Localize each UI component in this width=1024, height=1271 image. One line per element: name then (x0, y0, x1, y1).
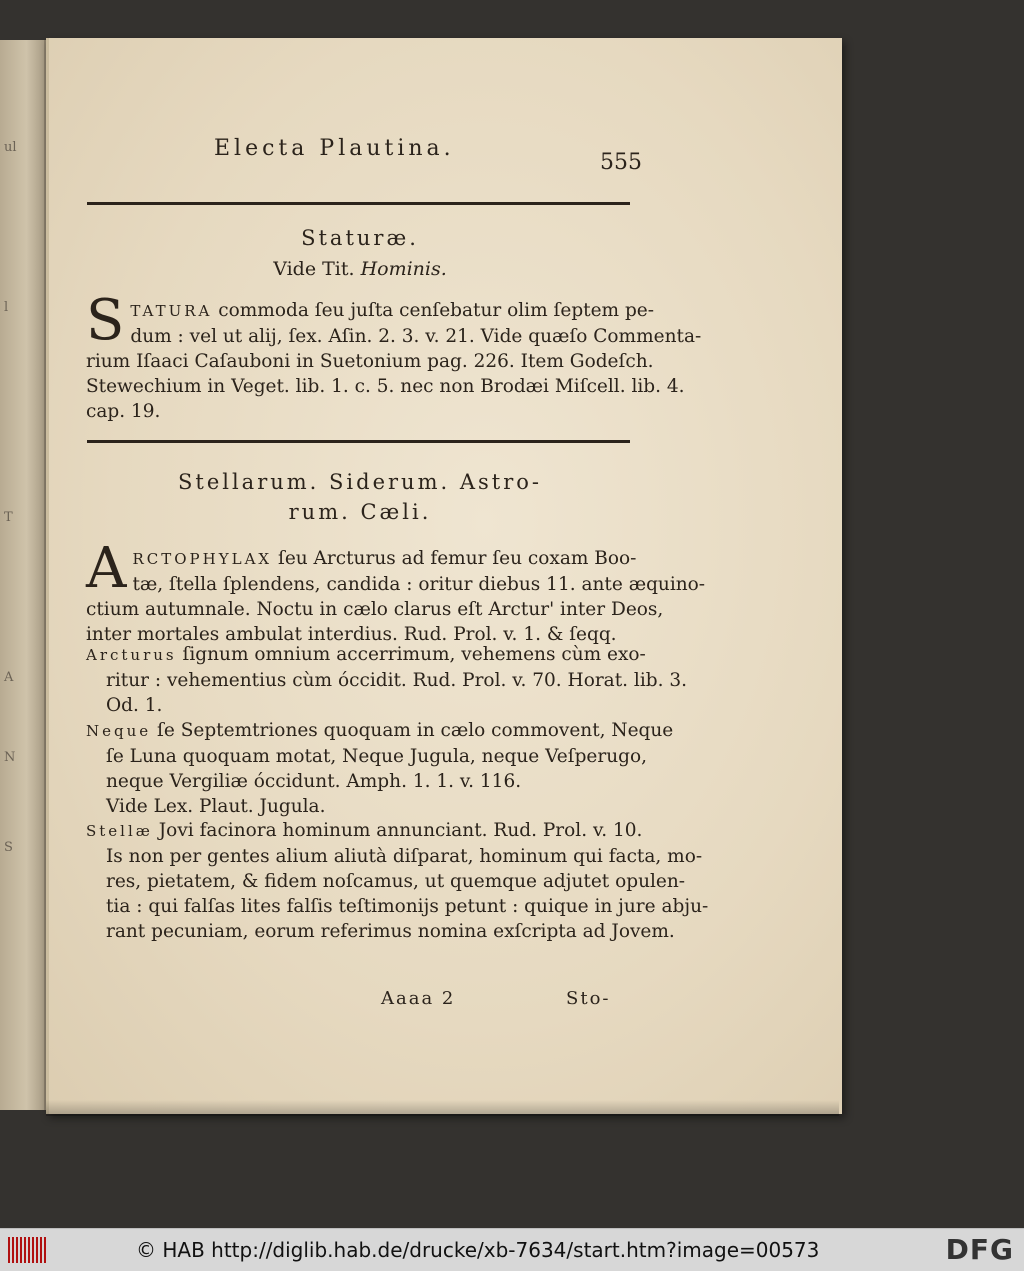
section-subheading: Vide Tit. Hominis. (273, 258, 447, 280)
section-heading-stellarum: Stellarum. Siderum. Astro- (178, 470, 542, 494)
drop-cap: S (86, 288, 125, 353)
catchword: Sto- (566, 988, 611, 1009)
subheading-reference: Hominis. (360, 258, 447, 280)
footer-bar (0, 1228, 1024, 1271)
facing-page-edge: ul l T A N S (0, 40, 46, 1110)
page-shadow (46, 1100, 839, 1116)
lead-word: Stellæ (86, 822, 153, 840)
page-number: 555 (600, 150, 642, 175)
paragraph-arctophylax: A RCTOPHYLAX ſeu Arcturus ad femur ſeu coxam Boo- tæ, ſtella ſplendens, candida : oritur diebus 11. ante æquino- ctium autumnale. Noctu in cælo clarus eſt Arctur' inter Deos, inter mortales ambulat interdius. Rud. Prol. v. 1. & ſeqq. (86, 536, 706, 645)
section-heading-staturae: Staturæ. (301, 226, 419, 250)
dfg-logo: DFG (945, 1233, 1014, 1266)
running-head: Electa Plautina. (214, 136, 455, 161)
drop-cap: A (86, 536, 127, 601)
copyright-link[interactable]: © HAB http://diglib.hab.de/drucke/xb-7634/start.htm?image=00573 (136, 1238, 820, 1262)
section-heading-stellarum-cont: rum. Cæli. (288, 500, 432, 524)
paragraph-arcturus: Arcturus ſignum omnium accerrimum, vehemens cùm exo- ritur : vehementius cùm óccidit. Rud. Prol. v. 70. Horat. lib. 3. Od. 1. (86, 644, 687, 716)
lead-word: Arcturus (86, 646, 177, 664)
section-divider (87, 440, 630, 443)
header-rule (87, 202, 630, 205)
signature-mark: Aaaa 2 (381, 988, 456, 1009)
lead-word: RCTOPHYLAX (132, 550, 273, 568)
hab-logo-icon (8, 1237, 46, 1263)
lead-word: Neque (86, 722, 152, 740)
paragraph-stellae: Stellæ Jovi facinora hominum annunciant. Rud. Prol. v. 10. Is non per gentes alium aliutà diſparat, hominum qui facta, mo- res, pietatem, & fidem noſcamus, ut quemque adjutet opulen- tia : qui falſas lites falſis teſtimonijs petunt : quique in jure abju- rant pecuniam, eorum referimus nomina exſcripta ad Jovem. (86, 820, 709, 942)
paragraph-neque: Neque ſe Septemtriones quoquam in cælo commovent, Neque ſe Luna quoquam motat, Neque Jugula, neque Veſperugo, neque Vergiliæ óccidunt. Amph. 1. 1. v. 116. Vide Lex. Plaut. Jugula. (86, 720, 674, 817)
lead-word: TATURA (130, 302, 213, 320)
paragraph-statura: S TATURA commoda ſeu juſta cenſebatur olim ſeptem pe- dum : vel ut alij, ſex. Aſin. 2. 3. v. 21. Vide quæſo Commenta- rium Iſaaci Caſauboni in Suetonium pag. 226. Item Godeſch. Stewechium in Veget. lib. 1. c. 5. nec non Brodæi Miſcell. lib. 4. cap. 19. (86, 288, 702, 422)
